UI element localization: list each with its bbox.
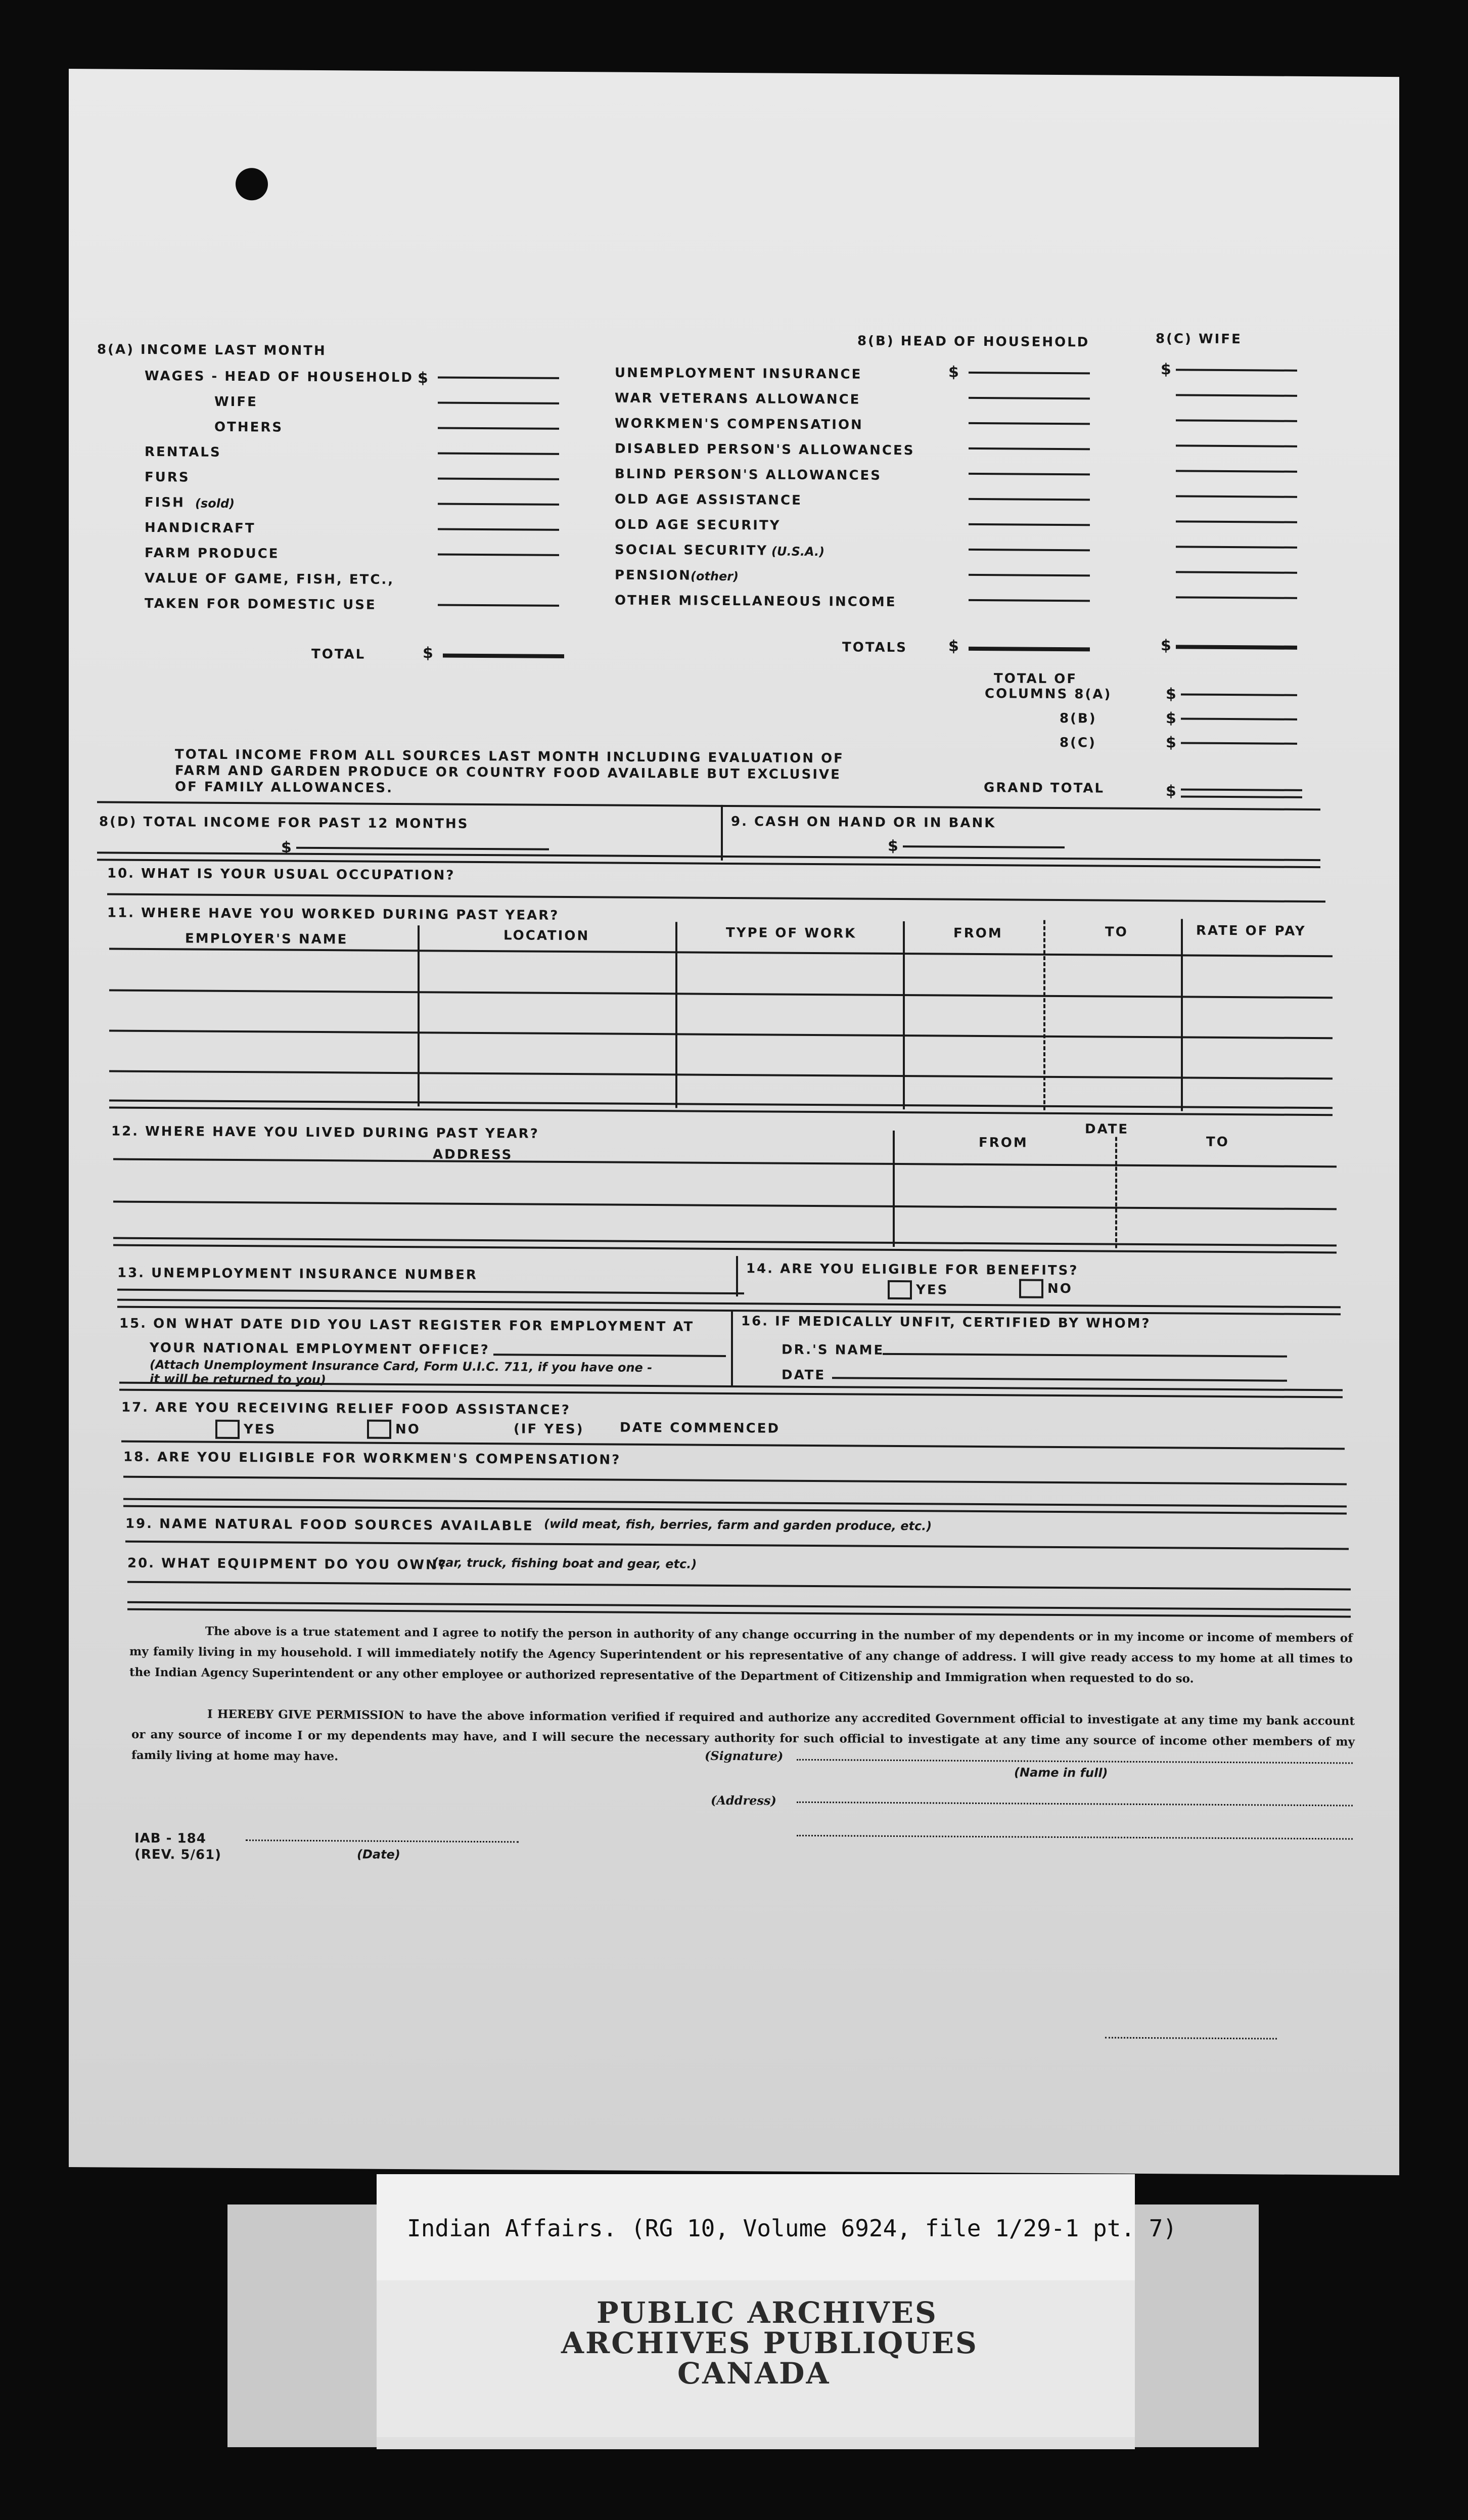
statement-paragraph-1: The above is a true statement and I agree to notify the person in authority of any change occurring in the number of my dependents or in my income or income of members of my family living in my household. I will immediately notify the Agency Superintendent or his representative of any change of address. I will give ready access to my home at all times to the Indian Agency Superintendent or any other employee or authorized representative of the Department of Citizenship and Immigration when requested to do so. [129,1624,1353,1686]
q9-label: 9. CASH ON HAND OR IN BANK [731,814,996,831]
q14-yes-label: YES [916,1282,949,1298]
q15-note: it will be returned to you) [150,1371,326,1387]
q12-address: ADDRESS [433,1147,513,1163]
head-of-household-header: 8(B) HEAD OF HOUSEHOLD [857,333,1090,350]
dollar-sign: $ [423,644,435,662]
q17-no-checkbox[interactable] [367,1420,391,1439]
income-note: TOTAL INCOME FROM ALL SOURCES LAST MONTH INCLUDING EVALUATION OF [175,747,844,767]
q11-column: TO [1105,924,1128,940]
q17-if-yes: (IF YES) [514,1421,584,1437]
income-left-item: FURS [145,469,190,485]
q10-label: 10. WHAT IS YOUR USUAL OCCUPATION? [107,866,455,883]
income-left-item: FISH [145,494,185,511]
address-label: (Address) [711,1792,776,1808]
q17-yes-label: YES [244,1422,277,1437]
archive-caption: Indian Affairs. (RG 10, Volume 6924, file 1/29-1 pt. 7) [407,2215,1177,2242]
income-right-item: UNEMPLOYMENT INSURANCE [615,365,862,382]
date-label: (Date) [357,1847,400,1862]
income-right-item: WAR VETERANS ALLOWANCE [615,390,861,408]
q16-date: DATE [782,1367,826,1383]
income-header: 8(A) INCOME LAST MONTH [97,342,327,359]
archive-stamp-line: ARCHIVES PUBLIQUES [561,2326,978,2360]
income-right-item: OLD AGE ASSISTANCE [615,491,802,508]
name-in-full-label: (Name in full) [1014,1765,1108,1780]
dollar-sign: $ [1161,361,1173,379]
fish-note: (sold) [195,496,235,511]
q11-column: LOCATION [503,928,590,944]
q18-label: 18. ARE YOU ELIGIBLE FOR WORKMEN'S COMPENSATION? [123,1449,621,1468]
q11-label: 11. WHERE HAVE YOU WORKED DURING PAST YEAR? [107,905,560,923]
income-left-item: RENTALS [145,444,221,460]
q19-label: 19. NAME NATURAL FOOD SOURCES AVAILABLE [125,1516,534,1534]
income-left-item: WIFE [214,394,258,410]
punch-hole [236,168,268,200]
total-of-columns: 8(C) [1060,735,1096,751]
pension-note: (other) [691,569,739,584]
signature-label: (Signature) [705,1748,784,1764]
q17-no-label: NO [395,1421,421,1437]
dollar-sign: $ [888,837,900,856]
q16-dr: DR.'S NAME [782,1342,885,1358]
q14-no-checkbox[interactable] [1019,1279,1043,1298]
income-right-item: WORKMEN'S COMPENSATION [615,416,863,433]
social-security-note: (U.S.A.) [771,544,825,559]
q14-label: 14. ARE YOU ELIGIBLE FOR BENEFITS? [746,1261,1079,1279]
q12-label: 12. WHERE HAVE YOU LIVED DURING PAST YEAR? [111,1123,539,1142]
grand-total-label: GRAND TOTAL [984,780,1105,796]
income-note: OF FAMILY ALLOWANCES. [175,779,394,796]
form-sheet [69,69,1399,2175]
q20-note: (car, truck, fishing boat and gear, etc.) [433,1555,697,1571]
income-left-item: VALUE OF GAME, FISH, ETC., [145,570,395,588]
income-right-item: BLIND PERSON'S ALLOWANCES [615,466,882,483]
income-right-item: OLD AGE SECURITY [615,517,781,533]
statement-paragraph-2: I HEREBY GIVE PERMISSION to have the above information verified if required and authorize any accredited Government official to investigate at any time my bank account or any source of income I or my dependents may have, and I will secure the necessary authority for such official to investigate at any time any source of income other members of my family living at home may have. [131,1707,1355,1764]
income-right-item: DISABLED PERSON'S ALLOWANCES [615,441,915,459]
archive-strip [377,2437,1135,2449]
q11-column: RATE OF PAY [1196,923,1306,939]
dollar-sign: $ [281,838,293,857]
income-right-item: OTHER MISCELLANEOUS INCOME [615,593,897,610]
q17-commenced: DATE COMMENCED [620,1420,781,1436]
q19-note: (wild meat, fish, berries, farm and garden produce, etc.) [544,1516,932,1534]
income-right-item: SOCIAL SECURITY [615,542,768,559]
dollar-sign: $ [1166,734,1178,752]
dollar-sign: $ [1166,782,1178,800]
dollar-sign: $ [418,369,430,387]
total-of-columns: 8(B) [1060,710,1097,727]
q12-from: FROM [979,1135,1028,1151]
wife-header: 8(C) WIFE [1156,331,1242,347]
q11-column: TYPE OF WORK [726,925,857,941]
archive-stamp-line: CANADA [677,2356,831,2391]
q17-label: 17. ARE YOU RECEIVING RELIEF FOOD ASSISTANCE? [121,1400,571,1418]
q16-label: 16. IF MEDICALLY UNFIT, CERTIFIED BY WHOM? [741,1314,1151,1332]
dollar-sign: $ [1166,709,1178,728]
total-of-columns: TOTAL OF [994,671,1078,687]
q14-yes-checkbox[interactable] [888,1280,912,1299]
dollar-sign: $ [948,363,960,381]
income-left-item: TAKEN FOR DOMESTIC USE [145,596,377,613]
totals-label: TOTALS [842,640,907,656]
q17-yes-checkbox[interactable] [215,1420,240,1439]
q15-label: 15. ON WHAT DATE DID YOU LAST REGISTER FOR EMPLOYMENT AT [119,1316,695,1335]
q11-column: EMPLOYER'S NAME [185,931,348,948]
dollar-sign: $ [1161,637,1173,655]
q12-to: TO [1206,1134,1229,1150]
q15-note: (Attach Unemployment Insurance Card, Form U.I.C. 711, if you have one - [150,1357,653,1375]
form-number: IAB - 184 [134,1830,206,1847]
total-label: TOTAL [311,646,366,662]
q15-line2: YOUR NATIONAL EMPLOYMENT OFFICE? [150,1340,490,1358]
q11-column: FROM [953,925,1003,941]
dollar-sign: $ [948,637,960,655]
income-left-item: FARM PRODUCE [145,545,280,562]
income-left-item: WAGES - HEAD OF HOUSEHOLD [145,368,414,386]
dollar-sign: $ [1166,685,1178,703]
total-of-columns: COLUMNS 8(A) [985,686,1112,702]
q14-no-label: NO [1047,1281,1073,1297]
income-note: FARM AND GARDEN PRODUCE OR COUNTRY FOOD AVAILABLE BUT EXCLUSIVE [175,763,841,783]
income-right-item: PENSION [615,567,692,583]
form-revision: (REV. 5/61) [134,1847,222,1863]
archive-stamp-line: PUBLIC ARCHIVES [597,2296,938,2330]
income-left-item: HANDICRAFT [145,520,256,536]
q12-date: DATE [1085,1121,1129,1137]
income-left-item: OTHERS [214,419,284,435]
q13-label: 13. UNEMPLOYMENT INSURANCE NUMBER [117,1265,478,1283]
q8d-label: 8(D) TOTAL INCOME FOR PAST 12 MONTHS [99,814,469,832]
q20-label: 20. WHAT EQUIPMENT DO YOU OWN? [127,1555,447,1573]
